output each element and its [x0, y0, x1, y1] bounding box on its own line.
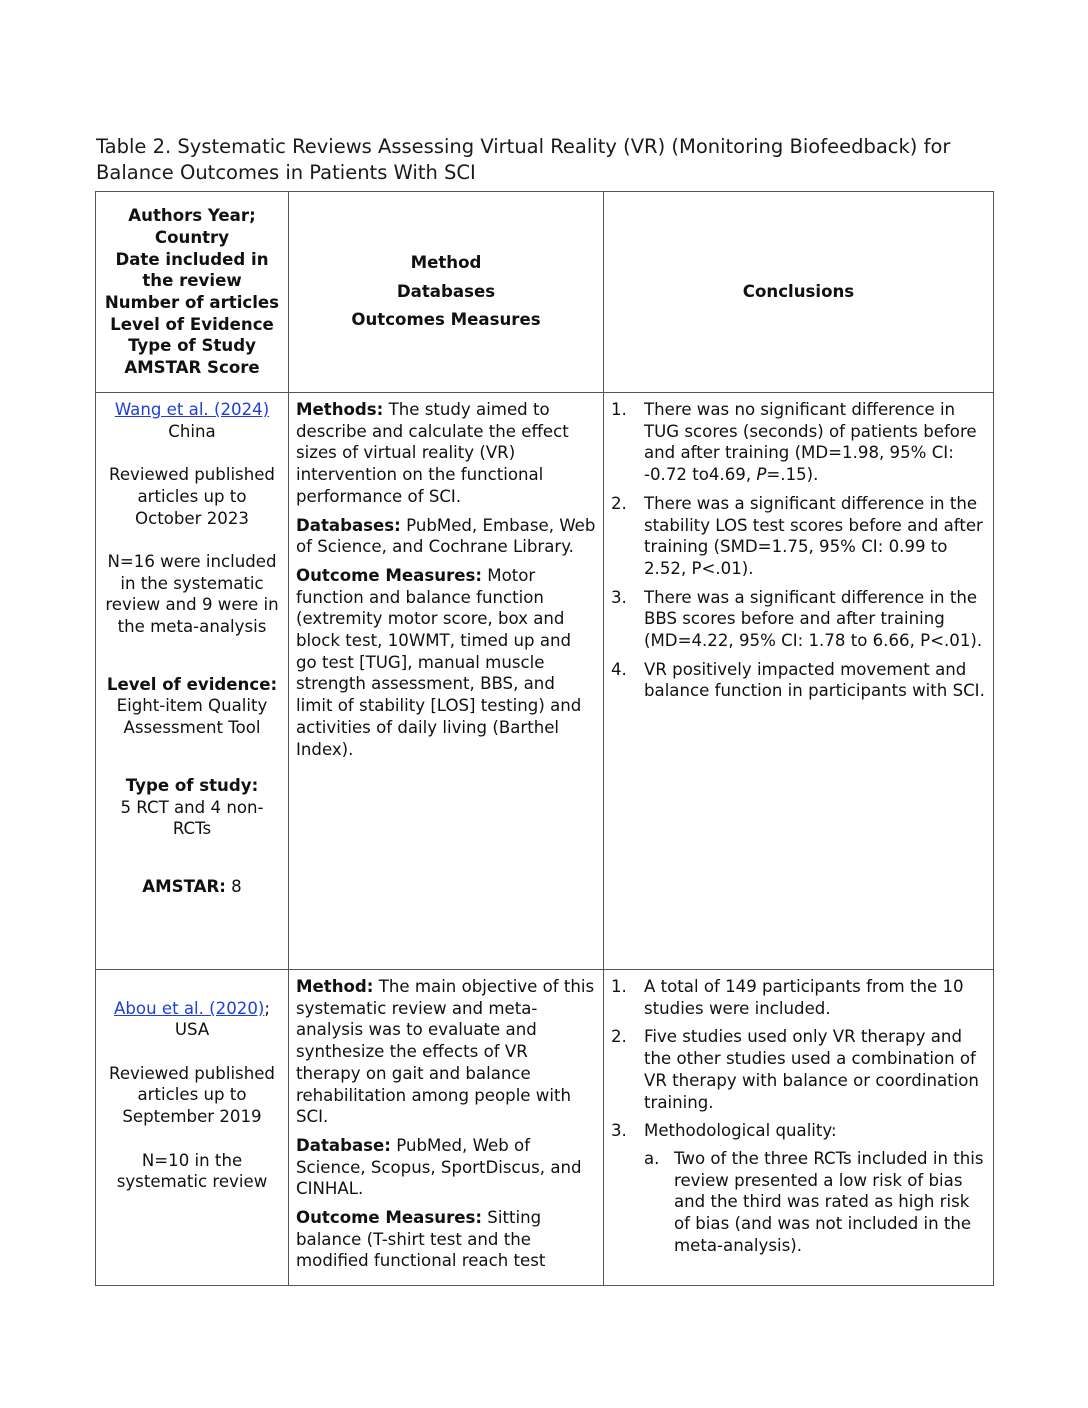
databases-label: Databases: [296, 515, 401, 535]
databases-label: Database: [296, 1135, 391, 1155]
header-authors [96, 192, 289, 393]
conclusions-list [611, 976, 986, 1256]
header-method [289, 192, 604, 393]
method-cell [289, 970, 604, 1286]
conclusion-text: VR positively impacted movement and balance function in participants with SCI. [644, 659, 985, 701]
list-item [611, 659, 986, 702]
date-range: Reviewed published articles up to September 2019 [109, 1063, 275, 1127]
header-conclusions: Conclusions [604, 192, 994, 393]
article-count: N=16 were included in the systematic review and 9 were in the meta-analysis [105, 551, 279, 636]
methods-paragraph [296, 976, 596, 1128]
databases-paragraph [296, 1135, 596, 1200]
table-row [96, 393, 994, 970]
country: USA [174, 1020, 210, 1040]
conclusions-cell [604, 393, 994, 970]
conclusion-text: A total of 149 participants from the 10 studies were included. [644, 977, 964, 1018]
conclusion-italic: P [756, 465, 767, 485]
header-line: Number of articles [104, 293, 280, 312]
conclusion-text: There was a significant difference in the BBS scores before and after training (MD=4.22, 95% CI: 1.78 to 6.66, P<.01). [644, 587, 983, 651]
conclusions-cell [604, 970, 994, 1286]
list-item [611, 587, 986, 652]
databases-paragraph [296, 515, 596, 558]
conclusion-text: Two of the three RCTs included in this review presented a low risk of bias and the third was rated as high risk of bias (and was not included in the meta-analysis). [674, 1148, 984, 1255]
outcomes-text: Sitting balance (T-shirt test and the modified functional reach test [296, 1208, 546, 1271]
outcomes-label: Outcome Measures: [296, 565, 483, 585]
outcomes-text: Motor function and balance function (extremity motor score, box and block test, 10WMT, timed up and go test [TUG], manual muscle strength assessment, BBS, and limit of stability [LOS] testing) and activities of daily living (Barthel Index). [296, 565, 582, 759]
systematic-reviews-table [95, 191, 994, 1286]
databases-text: PubMed, Web of Science, Scopus, SportDiscus, and CINHAL. [296, 1135, 582, 1199]
methods-label: Methods: [296, 400, 384, 419]
list-letter: a. [644, 1148, 660, 1168]
article-count: N=10 in the systematic review [116, 1150, 268, 1192]
list-item [611, 493, 986, 580]
evidence-label: Level of evidence: [106, 674, 278, 694]
sub-list [644, 1148, 986, 1257]
conclusion-text: There was no significant difference in TUG scores (seconds) of patients before and after training (MD=1.98, 95% CI: -0.72 to4.69, [644, 400, 977, 485]
header-line: Type of Study [128, 336, 256, 356]
list-number: 2. [611, 1027, 627, 1047]
conclusions-list [611, 399, 986, 702]
list-number: 3. [611, 1121, 627, 1141]
list-item [611, 1026, 986, 1113]
header-line: Outcomes Measures [351, 310, 541, 330]
table-row [96, 970, 994, 1286]
table-caption: Table 2. Systematic Reviews Assessing Virtual Reality (VR) (Monitoring Biofeedback) for Balance Outcomes in Patients With SCI [96, 135, 951, 184]
date-range: Reviewed published articles up to October 2023 [109, 465, 275, 528]
study-type-value: 5 RCT and 4 non-RCTs [120, 797, 264, 839]
evidence-value: Eight-item Quality Assessment Tool [116, 696, 268, 738]
conclusion-text: Five studies used only VR therapy and the other studies used a combination of VR therapy with balance or coordination training. [644, 1027, 979, 1112]
list-number: 1. [611, 400, 627, 419]
header-line: Method [410, 253, 482, 273]
header-line: Level of Evidence [110, 314, 274, 334]
list-number: 2. [611, 493, 627, 513]
conclusion-text: =.15). [766, 465, 819, 485]
amstar-label: AMSTAR: [142, 876, 226, 896]
databases-text: PubMed, Embase, Web of Science, and Cochrane Library. [296, 515, 596, 557]
author-link[interactable]: Abou et al. (2020) [114, 998, 265, 1018]
study-type-label: Type of study: [125, 775, 259, 795]
methods-text: The main objective of this systematic review and meta-analysis was to evaluate and synthesize the effects of VR therapy on gait and balance rehabilitation among people with SCI. [296, 977, 595, 1127]
list-item [611, 1120, 986, 1256]
header-line: the review [142, 271, 242, 291]
sub-list-item [644, 1148, 986, 1257]
header-line: Authors Year; [128, 206, 256, 226]
outcomes-label: Outcome Measures: [296, 1208, 483, 1228]
list-number: 4. [611, 659, 627, 679]
study-info-cell [96, 393, 289, 970]
method-cell [289, 393, 604, 970]
outcomes-paragraph [296, 565, 596, 760]
amstar-score: 8 [231, 876, 242, 896]
header-line: Date included in [115, 249, 269, 269]
list-number: 1. [611, 977, 627, 996]
outcomes-paragraph [296, 1207, 596, 1272]
methods-paragraph [296, 399, 596, 508]
header-line: Country [154, 227, 230, 247]
country: China [168, 421, 216, 441]
methods-label: Method: [296, 977, 374, 996]
list-item [611, 976, 986, 1019]
header-line: Databases [396, 281, 496, 301]
header-row [96, 192, 994, 393]
study-info-cell [96, 970, 289, 1286]
header-line: AMSTAR Score [124, 358, 260, 378]
list-item [611, 399, 986, 486]
list-number: 3. [611, 587, 627, 607]
conclusion-text: There was a significant difference in the stability LOS test scores before and after training (SMD=1.75, 95% CI: 0.99 to 2.52, P<.01). [644, 493, 983, 578]
methods-text: The study aimed to describe and calculate the effect sizes of virtual reality (VR) intervention on the functional performance of SCI. [296, 400, 569, 506]
conclusion-text: Methodological quality: [644, 1121, 837, 1141]
author-link[interactable]: Wang et al. (2024) [114, 400, 270, 419]
author-separator: ; [264, 998, 270, 1018]
